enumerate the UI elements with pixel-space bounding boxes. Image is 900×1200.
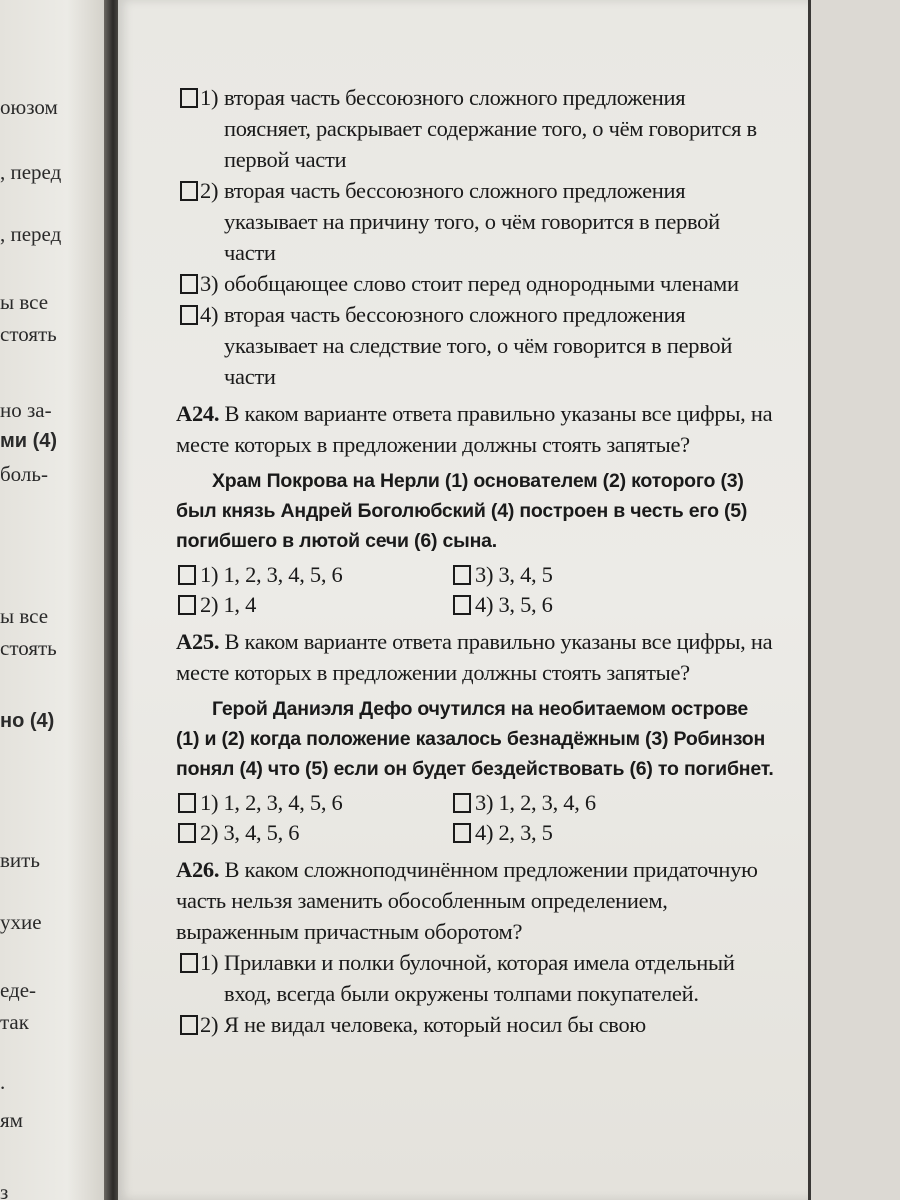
question-text: В каком варианте ответа правильно указаны все цифры, на месте которых в предложении должны стоять запятые?	[176, 401, 773, 457]
a23-option-3[interactable]	[176, 268, 776, 299]
a26-option-1[interactable]	[176, 947, 776, 1009]
left-page-text: ям	[0, 1108, 23, 1132]
left-page-text: стоять	[0, 322, 57, 346]
left-page-text: ы все	[0, 290, 49, 314]
checkbox[interactable]	[453, 823, 471, 843]
answer-text: 1) 1, 2, 3, 4, 5, 6	[200, 562, 343, 587]
a24-answer-1[interactable]	[176, 560, 451, 590]
left-page-text: стоять	[0, 636, 57, 660]
a25-answer-3[interactable]	[451, 788, 711, 818]
checkbox[interactable]	[180, 1015, 198, 1035]
left-page-text: но (4)	[0, 710, 55, 732]
option-number: 4)	[200, 302, 219, 327]
answer-text: 1) 1, 2, 3, 4, 5, 6	[200, 790, 343, 815]
question-number: А26.	[176, 857, 220, 882]
left-page-text: ы все	[0, 604, 49, 628]
option-number: 3)	[200, 271, 219, 296]
question-number: А24.	[176, 401, 220, 426]
a24-sentence: Храм Покрова на Нерли (1) основателем (2) которого (3) был князь Андрей Боголюбский (4) построен в честь его (5) погибшего в лютой сечи (6) сына.	[176, 470, 748, 552]
left-page-text: вить	[0, 848, 40, 872]
left-page-text: ми (4)	[0, 430, 58, 452]
checkbox[interactable]	[178, 823, 196, 843]
a25-answer-1[interactable]	[176, 788, 451, 818]
a24-answer-3[interactable]	[451, 560, 711, 590]
checkbox[interactable]	[178, 595, 196, 615]
option-number: 2)	[200, 178, 219, 203]
option-text: обобщающее слово стоит перед однородными членами	[224, 271, 739, 296]
a25-answer-2[interactable]	[176, 818, 451, 848]
option-number: 1)	[200, 950, 219, 975]
left-page-text: , перед	[0, 222, 62, 246]
checkbox[interactable]	[453, 565, 471, 585]
a25-answers	[176, 788, 776, 848]
left-page-text: но за-	[0, 398, 52, 422]
question-a26	[176, 854, 776, 947]
checkbox[interactable]	[180, 88, 198, 108]
answer-text: 2) 1, 4	[200, 592, 257, 617]
left-page-text: .	[0, 1070, 6, 1094]
question-text: В каком сложноподчинённом предложении придаточную часть нельзя заменить обособленным определением, выраженным причастным оборотом?	[176, 857, 758, 944]
answer-text: 2) 3, 4, 5, 6	[200, 820, 300, 845]
checkbox[interactable]	[453, 793, 471, 813]
checkbox[interactable]	[453, 595, 471, 615]
left-page-text: оюзом	[0, 95, 58, 119]
checkbox[interactable]	[180, 953, 198, 973]
question-a25	[176, 626, 776, 688]
left-page-fragment	[0, 0, 112, 1200]
question-text: В каком варианте ответа правильно указаны все цифры, на месте которых в предложении должны стоять запятые?	[176, 629, 773, 685]
answer-text: 4) 3, 5, 6	[475, 592, 553, 617]
answer-text: 3) 3, 4, 5	[475, 562, 553, 587]
option-number: 1)	[200, 85, 219, 110]
left-page-text: , перед	[0, 160, 62, 184]
a23-option-2[interactable]	[176, 175, 776, 268]
option-text: вторая часть бессоюзного сложного предложения поясняет, раскрывает содержание того, о чём говорится в первой части	[224, 85, 757, 172]
question-a24	[176, 398, 776, 460]
checkbox[interactable]	[180, 274, 198, 294]
left-page-text: так	[0, 1010, 29, 1034]
background-surface	[811, 0, 900, 1200]
option-text: вторая часть бессоюзного сложного предложения указывает на причину того, о чём говорится в первой части	[224, 178, 720, 265]
a23-option-4[interactable]	[176, 299, 776, 392]
option-text: Я не видал человека, который носил бы свою	[224, 1012, 646, 1037]
a23-options	[176, 82, 776, 392]
a26-option-2[interactable]	[176, 1009, 776, 1040]
left-page-text: ухие	[0, 910, 42, 934]
checkbox[interactable]	[178, 793, 196, 813]
left-page-text: еде-	[0, 978, 37, 1002]
a23-option-1[interactable]	[176, 82, 776, 175]
option-number: 2)	[200, 1012, 219, 1037]
checkbox[interactable]	[180, 305, 198, 325]
option-text: Прилавки и полки булочной, которая имела отдельный вход, всегда были окружены толпами покупателей.	[224, 950, 735, 1006]
a24-answer-4[interactable]	[451, 590, 711, 620]
main-page	[118, 0, 811, 1200]
checkbox[interactable]	[178, 565, 196, 585]
left-page-text: боль-	[0, 462, 48, 486]
left-page-text: з	[0, 1180, 9, 1200]
a25-sentence: Герой Даниэля Дефо очутился на необитаемом острове (1) и (2) когда положение казалось безнадёжным (3) Робинзон понял (4) что (5) если он будет бездействовать (6) то погибнет.	[176, 698, 774, 780]
answer-text: 4) 2, 3, 5	[475, 820, 553, 845]
a24-answer-2[interactable]	[176, 590, 451, 620]
a25-answer-4[interactable]	[451, 818, 711, 848]
checkbox[interactable]	[180, 181, 198, 201]
a24-answers	[176, 560, 776, 620]
option-text: вторая часть бессоюзного сложного предложения указывает на следствие того, о чём говорится в первой части	[224, 302, 733, 389]
answer-text: 3) 1, 2, 3, 4, 6	[475, 790, 596, 815]
question-number: А25.	[176, 629, 220, 654]
page-content	[176, 82, 776, 1040]
